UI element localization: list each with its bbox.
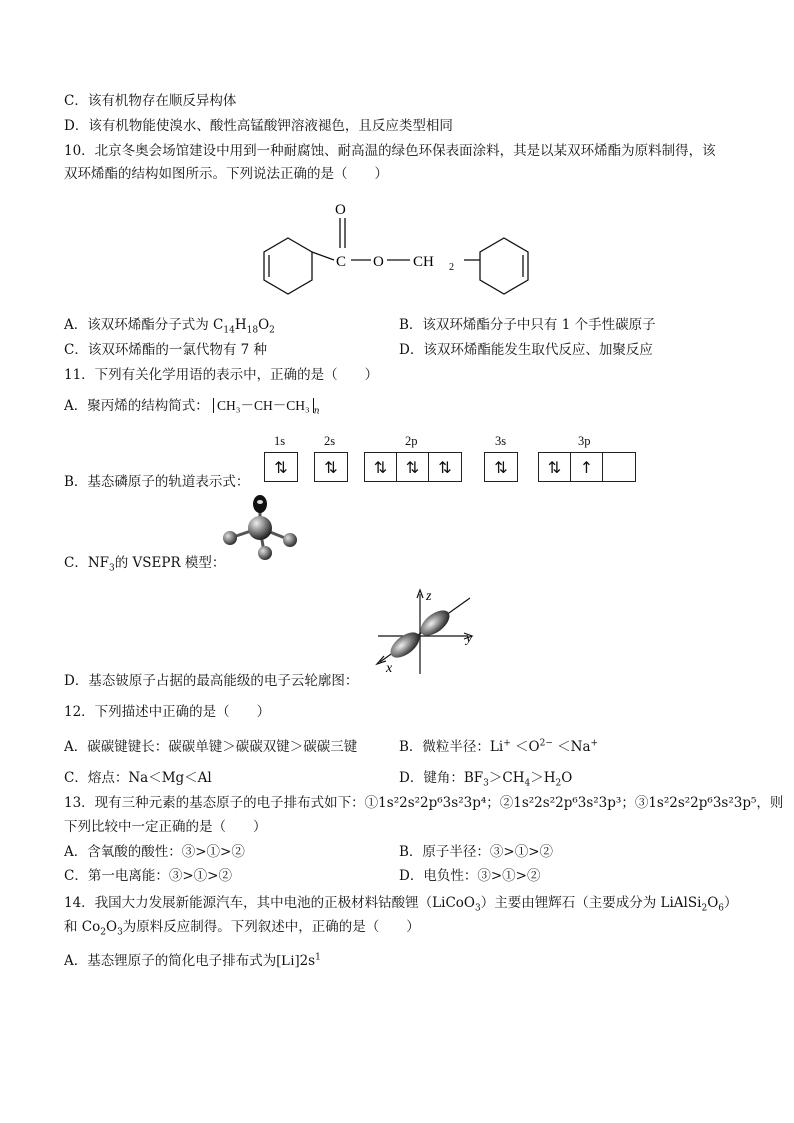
option-13a: A．含氧酸的酸性：③>①>② bbox=[64, 844, 245, 860]
option-10b: B．该双环烯酯分子中只有 1 个手性碳原子 bbox=[399, 317, 656, 333]
central-atom bbox=[248, 516, 272, 540]
option-11b: B．基态磷原子的轨道表示式： bbox=[64, 474, 250, 490]
methylene-subscript: 2 bbox=[449, 262, 454, 273]
question-14-stem-line1: 14．我国大力发展新能源汽车，其中电池的正极材料钴酸锂（LiCoO$_3$）主要由锂辉石（主要成分为 $LiAlSi_2O_6$） bbox=[64, 895, 738, 914]
orbital-box-2s: ⇅ bbox=[314, 452, 348, 482]
option-10d: D．该双环烯酯能发生取代反应、加聚反应 bbox=[399, 342, 653, 358]
orbital-box-1s: ⇅ bbox=[264, 452, 298, 482]
orbital-label-3p: 3p bbox=[578, 434, 591, 448]
left-cyclohexene-ring bbox=[264, 238, 312, 294]
question-12-stem: 12．下列描述中正确的是（ ） bbox=[64, 704, 271, 720]
methylene-group: CH bbox=[413, 254, 434, 270]
right-cyclohexene-ring bbox=[480, 238, 528, 294]
option-13b: B．原子半径：③>①>② bbox=[399, 844, 554, 860]
question-13-stem-line2: 下列比较中一定正确的是（ ） bbox=[64, 819, 267, 835]
option-9d: D．该有机物能使溴水、酸性高锰酸钾溶液褪色，且反应类型相同 bbox=[64, 118, 453, 134]
option-13d: D．电负性：③>①>② bbox=[399, 868, 541, 884]
orbital-label-2p: 2p bbox=[405, 434, 418, 448]
option-12a: A．碳碳键键长：碳碳单键＞碳碳双键＞碳碳三键 bbox=[64, 739, 358, 755]
option-12d: D．键角：$BF_3>CH_4>H_2O$ bbox=[399, 770, 573, 789]
option-10a: A．该双环烯酯分子式为 $C_{14}H_{18}O_2$ bbox=[64, 317, 275, 336]
question-10-stem-line2: 双环烯酯的结构如图所示。下列说法正确的是（ ） bbox=[64, 166, 388, 182]
option-9c: C．该有机物存在顺反异构体 bbox=[64, 93, 237, 109]
p-orbital-lobe-lower bbox=[386, 627, 424, 662]
question-14-stem-line2: 和 $Co_2O_3$为原料反应制得。下列叙述中，正确的是（ ） bbox=[64, 919, 420, 938]
vsepr-model-figure bbox=[218, 492, 308, 564]
carbonyl-oxygen: O bbox=[335, 202, 346, 218]
question-10-stem-line1: 10．北京冬奥会场馆建设中用到一种耐腐蚀、耐高温的绿色环保表面涂料，其是以某双环烯酯为原料制得，该 bbox=[64, 143, 716, 159]
option-11a: A．聚丙烯的结构简式： CH₃－CH－CH₃ $_n$ bbox=[64, 398, 320, 417]
option-11d: D．基态铍原子占据的最高能级的电子云轮廓图： bbox=[64, 673, 359, 689]
option-12c: C．熔点：Na＜Mg＜Al bbox=[64, 770, 212, 786]
orbital-label-3s: 3s bbox=[495, 434, 507, 448]
option-11c: C．$NF_3$的 VSEPR 模型： bbox=[64, 555, 226, 574]
carbonyl-carbon: C bbox=[336, 254, 347, 270]
option-14a: A．基态锂原子的简化电子排布式为$[Li]2s^1$ bbox=[64, 952, 321, 969]
orbital-label-2s: 2s bbox=[324, 434, 336, 448]
ester-structure-figure bbox=[250, 196, 540, 306]
p-orbital-lobe-upper bbox=[416, 605, 454, 640]
polypropylene-formula: CH₃－CH－CH₃ bbox=[213, 398, 314, 413]
option-13c: C．第一电离能：③>①>② bbox=[64, 868, 232, 884]
option-12b: B．微粒半径：$Li^+ <O^{2-} <Na^+$ bbox=[399, 738, 599, 755]
orbital-box-3p: ⇅ ↑ bbox=[538, 452, 636, 482]
y-axis-label: y bbox=[466, 631, 473, 646]
orbital-label-1s: 1s bbox=[274, 434, 286, 448]
z-axis-label: z bbox=[426, 589, 432, 604]
ester-oxygen: O bbox=[373, 254, 384, 270]
option-10c: C．该双环烯酯的一氯代物有 7 种 bbox=[64, 342, 268, 358]
question-11-stem: 11．下列有关化学用语的表示中，正确的是（ ） bbox=[64, 367, 379, 383]
electron-cloud-figure bbox=[372, 584, 488, 680]
orbital-box-3s: ⇅ bbox=[484, 452, 518, 482]
orbital-box-2p: ⇅ ⇅ ⇅ bbox=[364, 452, 462, 482]
question-13-stem-line1: 13．现有三种元素的基态原子的电子排布式如下：①1s²2s²2p⁶3s²3p⁴；②1s²2s²2p⁶3s²3p³；③1s²2s²2p⁶3s²3p⁵，则 bbox=[64, 795, 784, 811]
x-axis-label: x bbox=[386, 661, 393, 676]
